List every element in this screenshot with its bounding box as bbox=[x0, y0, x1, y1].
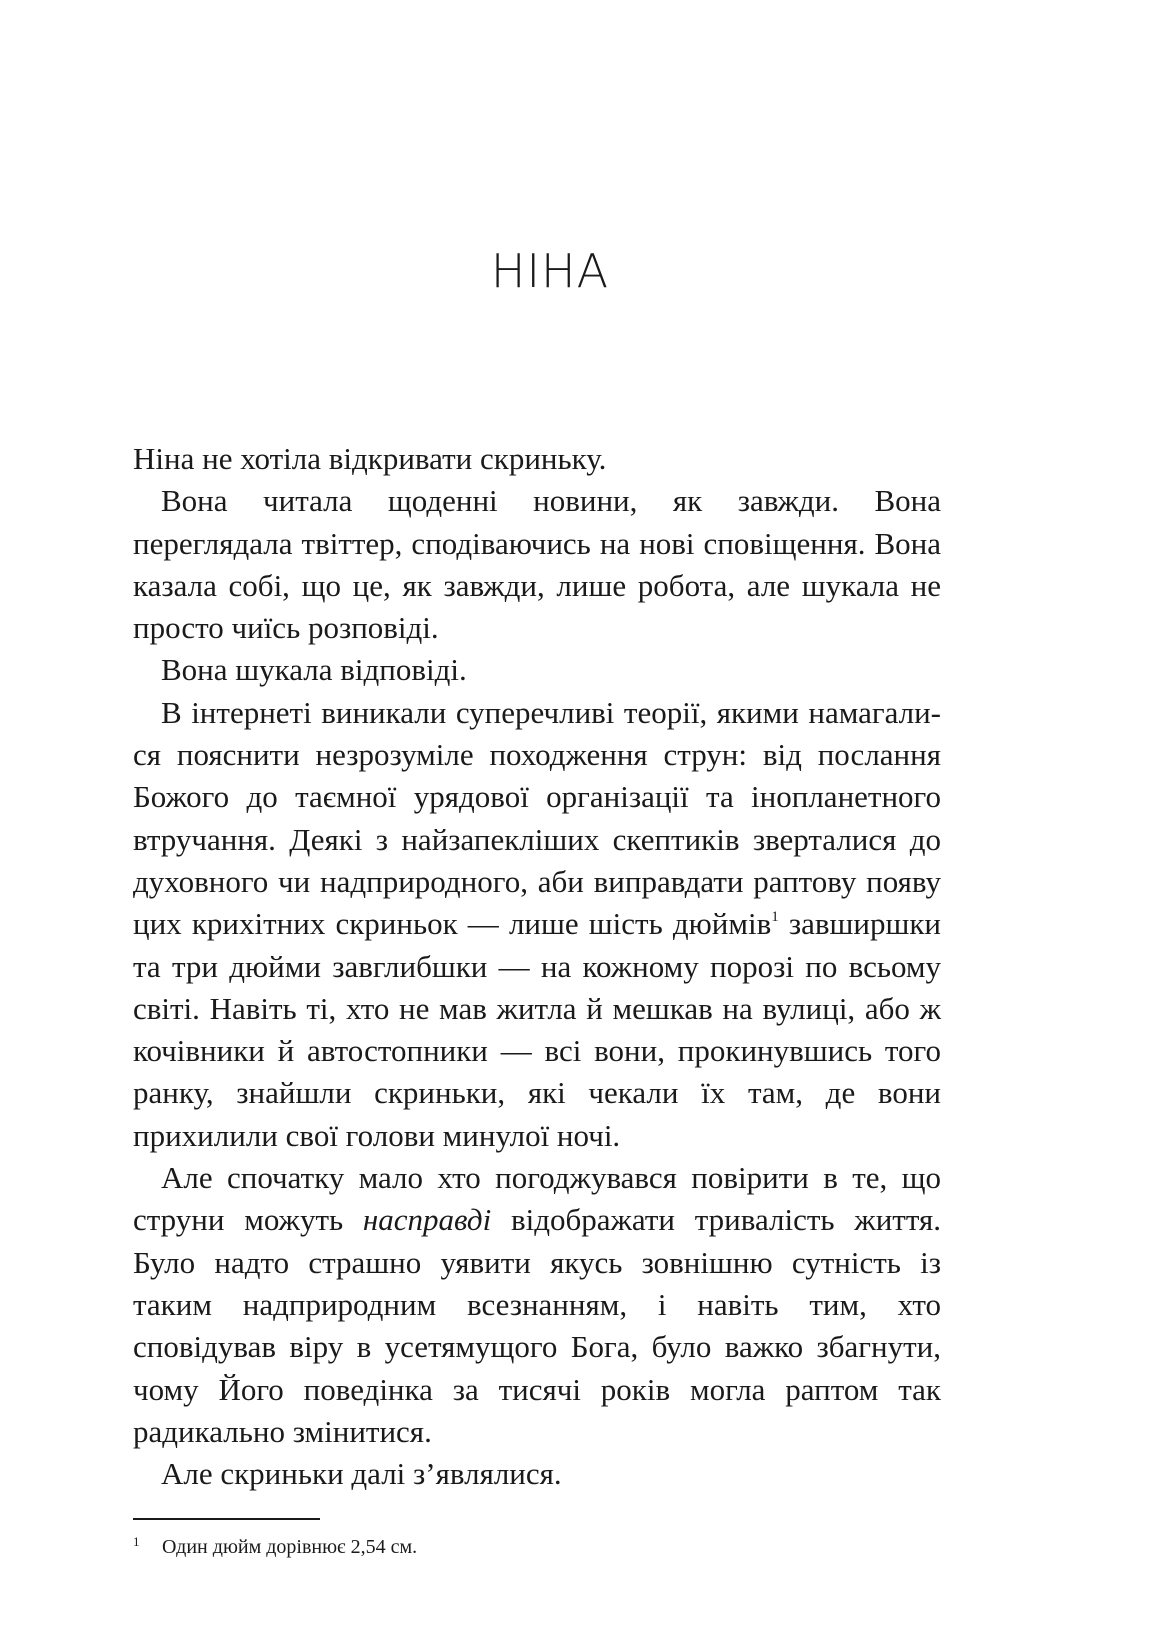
paragraph: Але скриньки далі з’являлися. bbox=[161, 1456, 562, 1492]
paragraph-text: Але спочатку мало хто погоджувався повірити в те, що струни можуть bbox=[133, 1160, 941, 1238]
body-text bbox=[133, 438, 941, 1495]
paragraph bbox=[133, 692, 941, 1157]
paragraph: Ніна не хотіла відкривати скриньку. bbox=[133, 441, 607, 476]
paragraph-text: відображати тривалість життя. Було надто страшно уявити якусь зовнішню сутність із таким надприродним всезнанням, і навіть тим, хто сповідував віру в усетямущого Бога, було важко збагнути, чому Його поведінка за тисячі років могла раптом так радикально змінитися. bbox=[133, 1202, 941, 1449]
footnote: 1 Один дюйм дорівнює 2,54 см. bbox=[133, 1534, 418, 1558]
emphasis-text: насправді bbox=[362, 1202, 492, 1238]
footnote-divider bbox=[133, 1518, 320, 1520]
footnote-reference: 1 bbox=[771, 909, 779, 926]
footnote-text: Один дюйм дорівнює 2,54 см. bbox=[162, 1536, 418, 1558]
paragraph: Вона читала щоденні новини, як завжди. Вона переглядала твіттер, сподіваючись на нові сповіщення. Вона казала собі, що це, як завжди, лише робота, але шукала не просто чиїсь розповіді. bbox=[133, 483, 941, 646]
paragraph: Вона шукала відповіді. bbox=[161, 652, 467, 688]
paragraph-text: В інтернеті виникали суперечливі теорії, якими намагалися пояснити незрозуміле походження струн: від послання Божого до таємної урядової організації та інопланетного втручання. Деякі з найзапекліших скептиків зверталися до духовного чи надприродного, аби виправдати раптову появу цих крихітних скриньок — лише шість дюймів bbox=[133, 694, 941, 942]
paragraph-text: завширшки та три дюйми завглибшки — на кожному порозі по всьому світі. Навіть ті, хто не мав житла й мешкав на вулиці, або ж кочівники й автостопники — всі вони, прокинувшись того ранку, знайшли скриньки, які чекали їх там, де вони прихилили свої голови минулої ночі. bbox=[133, 906, 942, 1153]
chapter-title: НІНА bbox=[490, 244, 610, 298]
paragraph bbox=[133, 1157, 941, 1453]
